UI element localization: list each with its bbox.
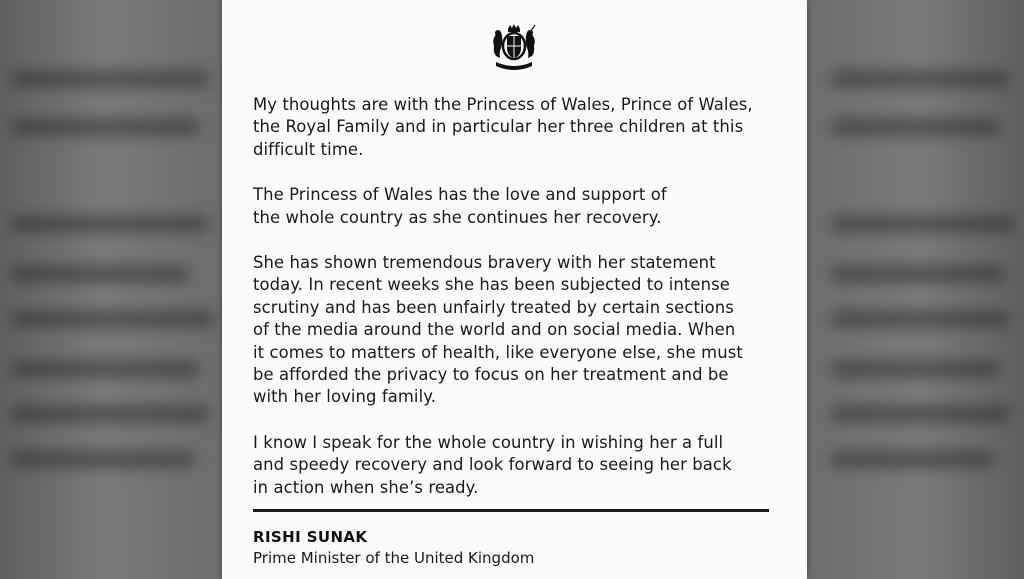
signatory-name: RISHI SUNAK [253,528,368,546]
signatory-title: Prime Minister of the United Kingdom [253,549,535,567]
statement-paragraph: The Princess of Wales has the love and support of the whole country as she continues her recovery. [253,185,667,227]
statement-paragraph: I know I speak for the whole country in wishing her a full and speedy recovery and look forward to seeing her back in action when she’s ready. [253,432,732,497]
royal-coat-of-arms-icon [484,22,544,72]
statement-body [253,94,783,522]
signature-divider [253,509,769,512]
statement-paragraph: She has shown tremendous bravery with her statement today. In recent weeks she has been subjected to intense scrutiny and has been unfairly treated by certain sections of the media around the world and on social media. When it comes to matters of health, like everyone else, she must be afforded the privacy to focus on her treatment and be with her loving family. [253,253,743,407]
statement-document [222,0,807,579]
statement-paragraph: My thoughts are with the Princess of Wales, Prince of Wales, the Royal Family and in particular her three children at this difficult time. [253,95,753,159]
